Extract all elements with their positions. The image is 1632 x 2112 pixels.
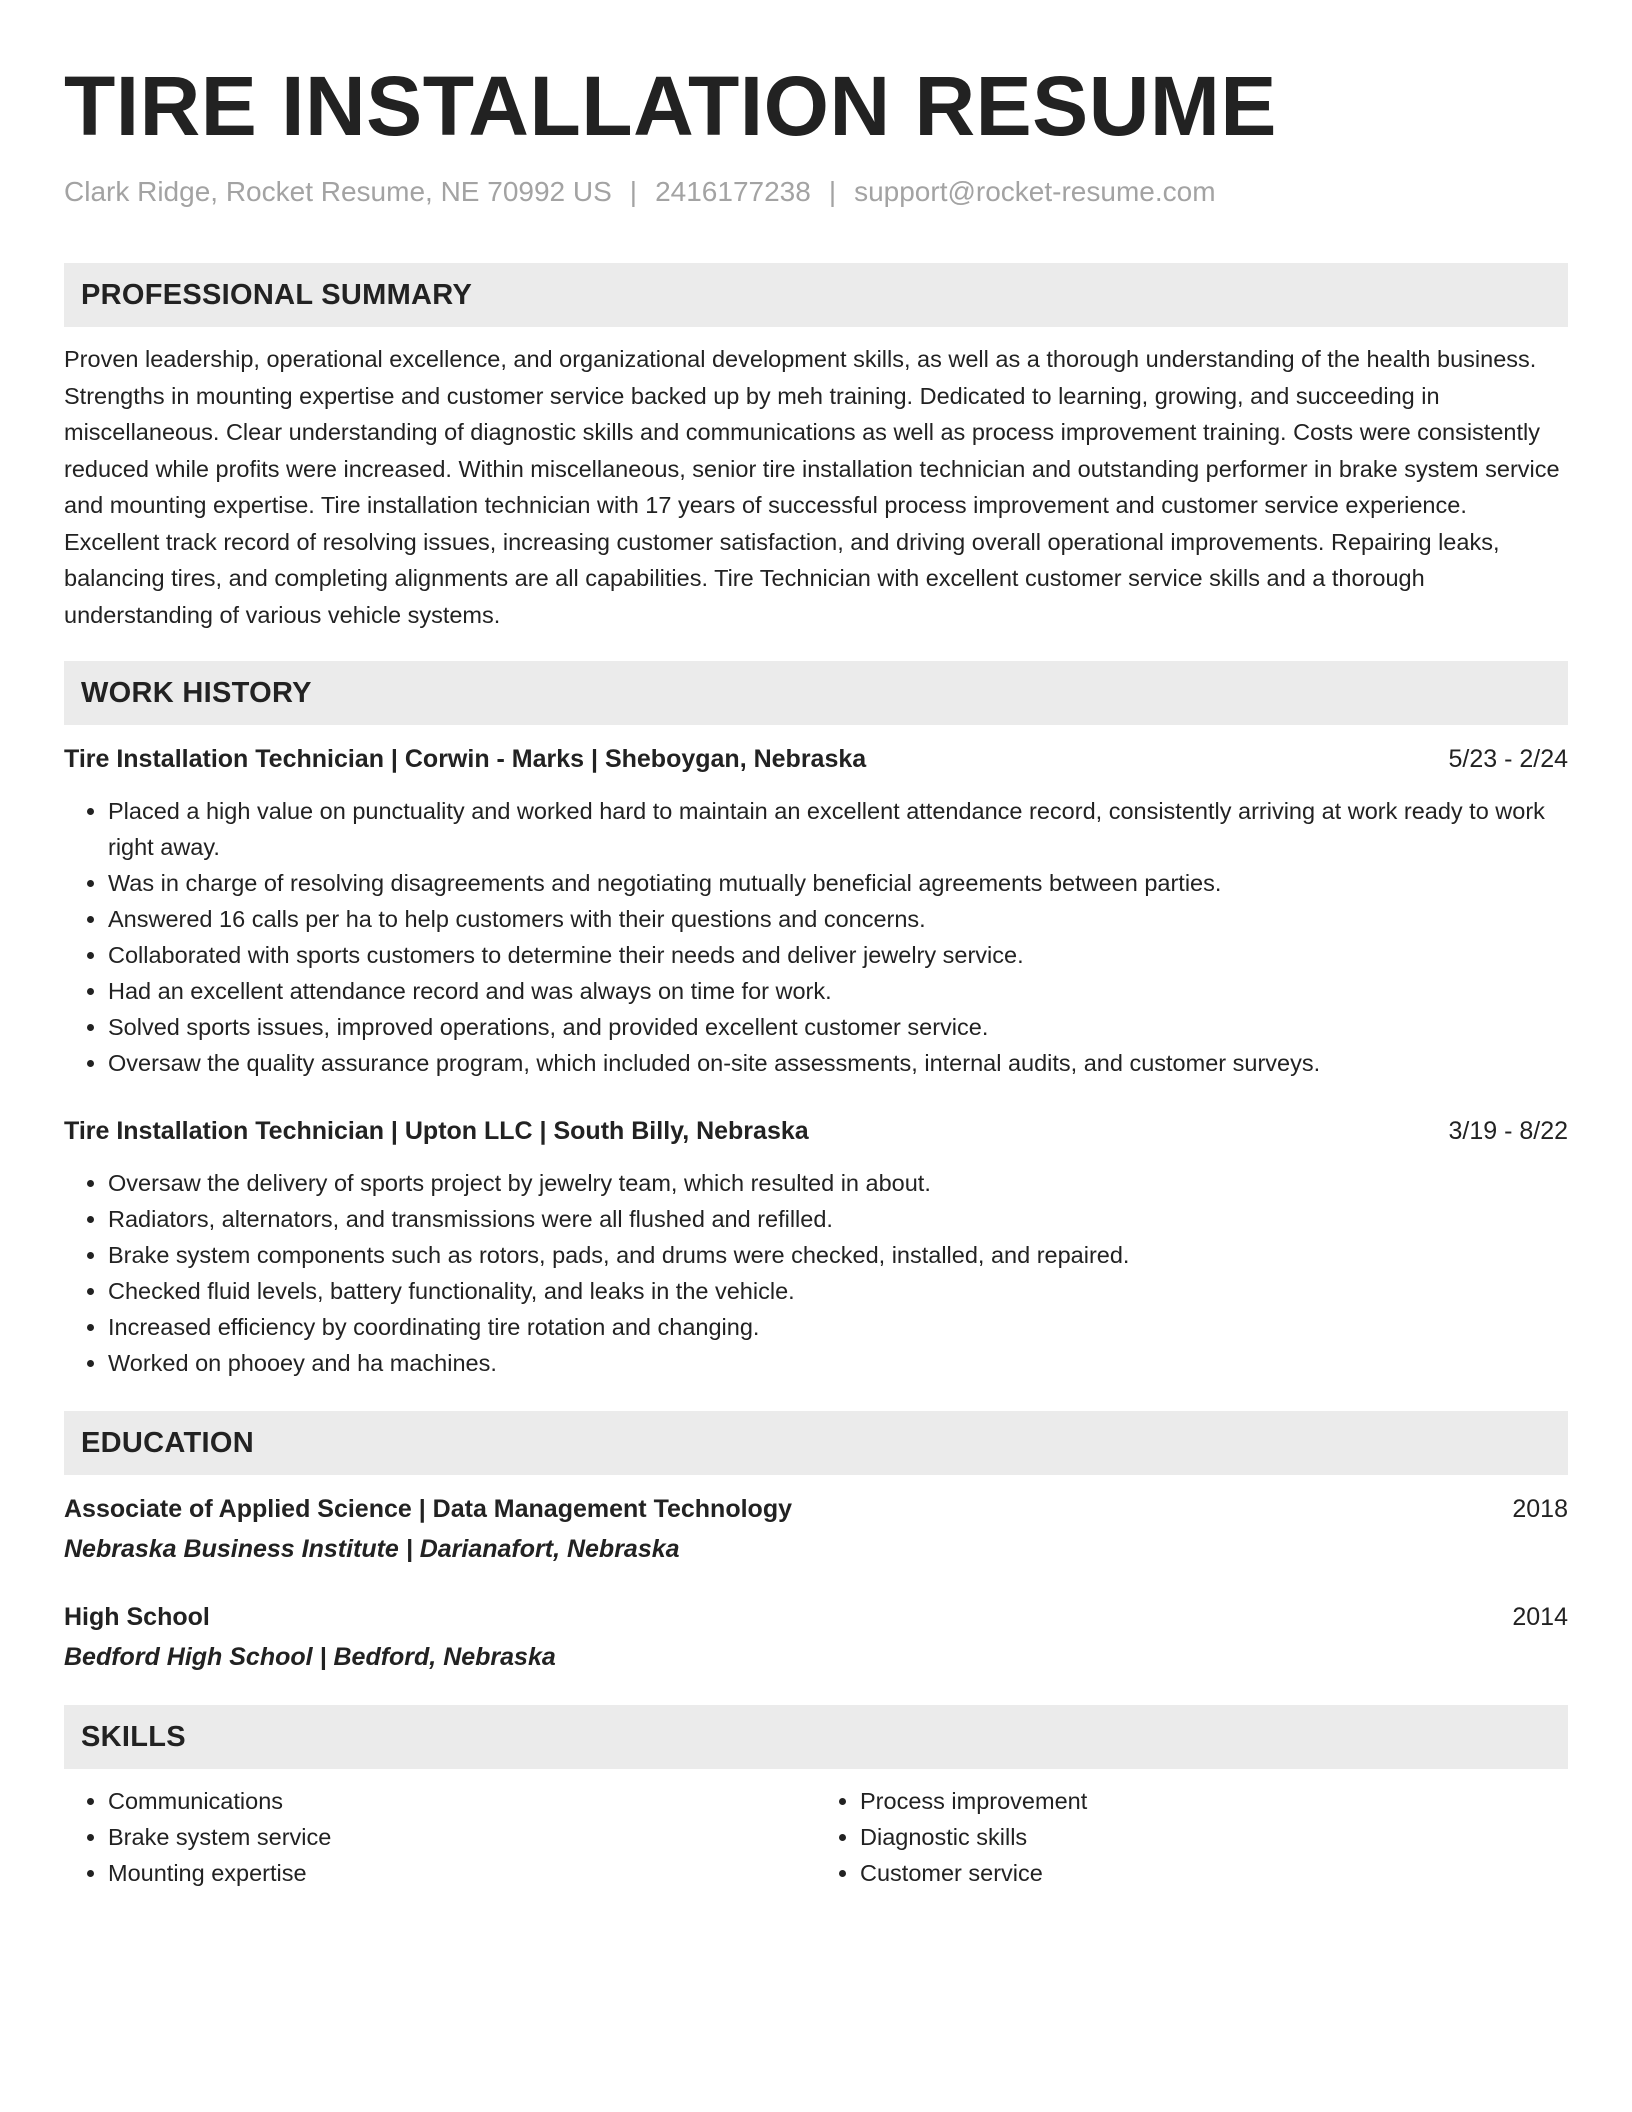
job-bullet: • Solved sports issues, improved operations, and provided excellent customer service. bbox=[108, 1009, 1568, 1045]
education-degree: High School bbox=[64, 1603, 210, 1631]
job-bullet: • Had an excellent attendance record and was always on time for work. bbox=[108, 973, 1568, 1009]
contact-separator: | bbox=[629, 176, 638, 207]
education-header bbox=[64, 1491, 1568, 1527]
skills-list bbox=[816, 1783, 1568, 1891]
skills-column-left bbox=[64, 1783, 816, 1891]
job-entry bbox=[64, 1113, 1568, 1381]
job-bullet: • Collaborated with sports customers to determine their needs and deliver jewelry service. bbox=[108, 937, 1568, 973]
job-bullet: • Placed a high value on punctuality and worked hard to maintain an excellent attendance record, consistently arriving at work ready to work right away. bbox=[108, 793, 1568, 865]
skills-grid bbox=[64, 1783, 1568, 1891]
skills-list bbox=[64, 1783, 816, 1891]
education-school: Nebraska Business Institute | Darianafort, Nebraska bbox=[64, 1535, 680, 1563]
job-bullets bbox=[64, 793, 1568, 1081]
education-school: Bedford High School | Bedford, Nebraska bbox=[64, 1643, 556, 1671]
education-year: 2018 bbox=[1512, 1495, 1568, 1523]
job-dates: 3/19 - 8/22 bbox=[1448, 1117, 1568, 1145]
job-bullet: • Oversaw the delivery of sports project by jewelry team, which resulted in about. bbox=[108, 1165, 1568, 1201]
resume-title: TIRE INSTALLATION RESUME bbox=[64, 59, 1277, 153]
skills-section bbox=[64, 1705, 1568, 1891]
education-year: 2014 bbox=[1512, 1603, 1568, 1631]
job-dates: 5/23 - 2/24 bbox=[1448, 745, 1568, 773]
summary-section bbox=[64, 263, 1568, 633]
job-bullet: • Was in charge of resolving disagreements and negotiating mutually beneficial agreements between parties. bbox=[108, 865, 1568, 901]
skill-item: • Brake system service bbox=[108, 1819, 816, 1855]
contact-line bbox=[64, 172, 1568, 212]
job-bullet: • Radiators, alternators, and transmissions were all flushed and refilled. bbox=[108, 1201, 1568, 1237]
skill-item: • Customer service bbox=[860, 1855, 1568, 1891]
skill-item: • Diagnostic skills bbox=[860, 1819, 1568, 1855]
work-section bbox=[64, 661, 1568, 1381]
contact-address: Clark Ridge, Rocket Resume, NE 70992 US bbox=[64, 176, 612, 207]
education-degree: Associate of Applied Science | Data Management Technology bbox=[64, 1495, 792, 1523]
education-section bbox=[64, 1411, 1568, 1675]
job-bullets bbox=[64, 1165, 1568, 1381]
skill-item: • Mounting expertise bbox=[108, 1855, 816, 1891]
job-bullet: • Worked on phooey and ha machines. bbox=[108, 1345, 1568, 1381]
education-entry bbox=[64, 1491, 1568, 1567]
contact-phone: 2416177238 bbox=[655, 176, 811, 207]
contact-email: support@rocket-resume.com bbox=[854, 176, 1216, 207]
job-bullet: • Oversaw the quality assurance program, which included on-site assessments, internal audits, and customer surveys. bbox=[108, 1045, 1568, 1081]
education-heading: EDUCATION bbox=[64, 1411, 1568, 1475]
skills-column-right bbox=[816, 1783, 1568, 1891]
education-header bbox=[64, 1599, 1568, 1635]
work-heading: WORK HISTORY bbox=[64, 661, 1568, 725]
job-bullet: • Brake system components such as rotors, pads, and drums were checked, installed, and repaired. bbox=[108, 1237, 1568, 1273]
skills-heading: SKILLS bbox=[64, 1705, 1568, 1769]
skill-item: • Process improvement bbox=[860, 1783, 1568, 1819]
job-entry bbox=[64, 741, 1568, 1081]
job-title: Tire Installation Technician | Corwin - Marks | Sheboygan, Nebraska bbox=[64, 745, 867, 773]
job-bullet: • Increased efficiency by coordinating tire rotation and changing. bbox=[108, 1309, 1568, 1345]
job-title: Tire Installation Technician | Upton LLC | South Billy, Nebraska bbox=[64, 1117, 809, 1145]
summary-heading: PROFESSIONAL SUMMARY bbox=[64, 263, 1568, 327]
summary-text: Proven leadership, operational excellence, and organizational development skills, as well as a thorough understanding of the health business. Strengths in mounting expertise and customer service backed up by meh training. Dedicated to learning, growing, and succeeding in miscellaneous. Clear understanding of diagnostic skills and communications as well as process improvement training. Costs were consistently reduced while profits were increased. Within miscellaneous, senior tire installation technician and outstanding performer in brake system service and mounting expertise. Tire installation technician with 17 years of successful process improvement and customer service experience. Excellent track record of resolving issues, increasing customer satisfaction, and driving overall operational improvements. Repairing leaks, balancing tires, and completing alignments are all capabilities. Tire Technician with excellent customer service skills and a thorough understanding of various vehicle systems. bbox=[64, 346, 1560, 628]
education-entry bbox=[64, 1599, 1568, 1675]
job-header bbox=[64, 1113, 1568, 1149]
skill-item: • Communications bbox=[108, 1783, 816, 1819]
contact-separator: | bbox=[828, 176, 837, 207]
job-bullet: • Answered 16 calls per ha to help customers with their questions and concerns. bbox=[108, 901, 1568, 937]
job-header bbox=[64, 741, 1568, 777]
job-bullet: • Checked fluid levels, battery functionality, and leaks in the vehicle. bbox=[108, 1273, 1568, 1309]
